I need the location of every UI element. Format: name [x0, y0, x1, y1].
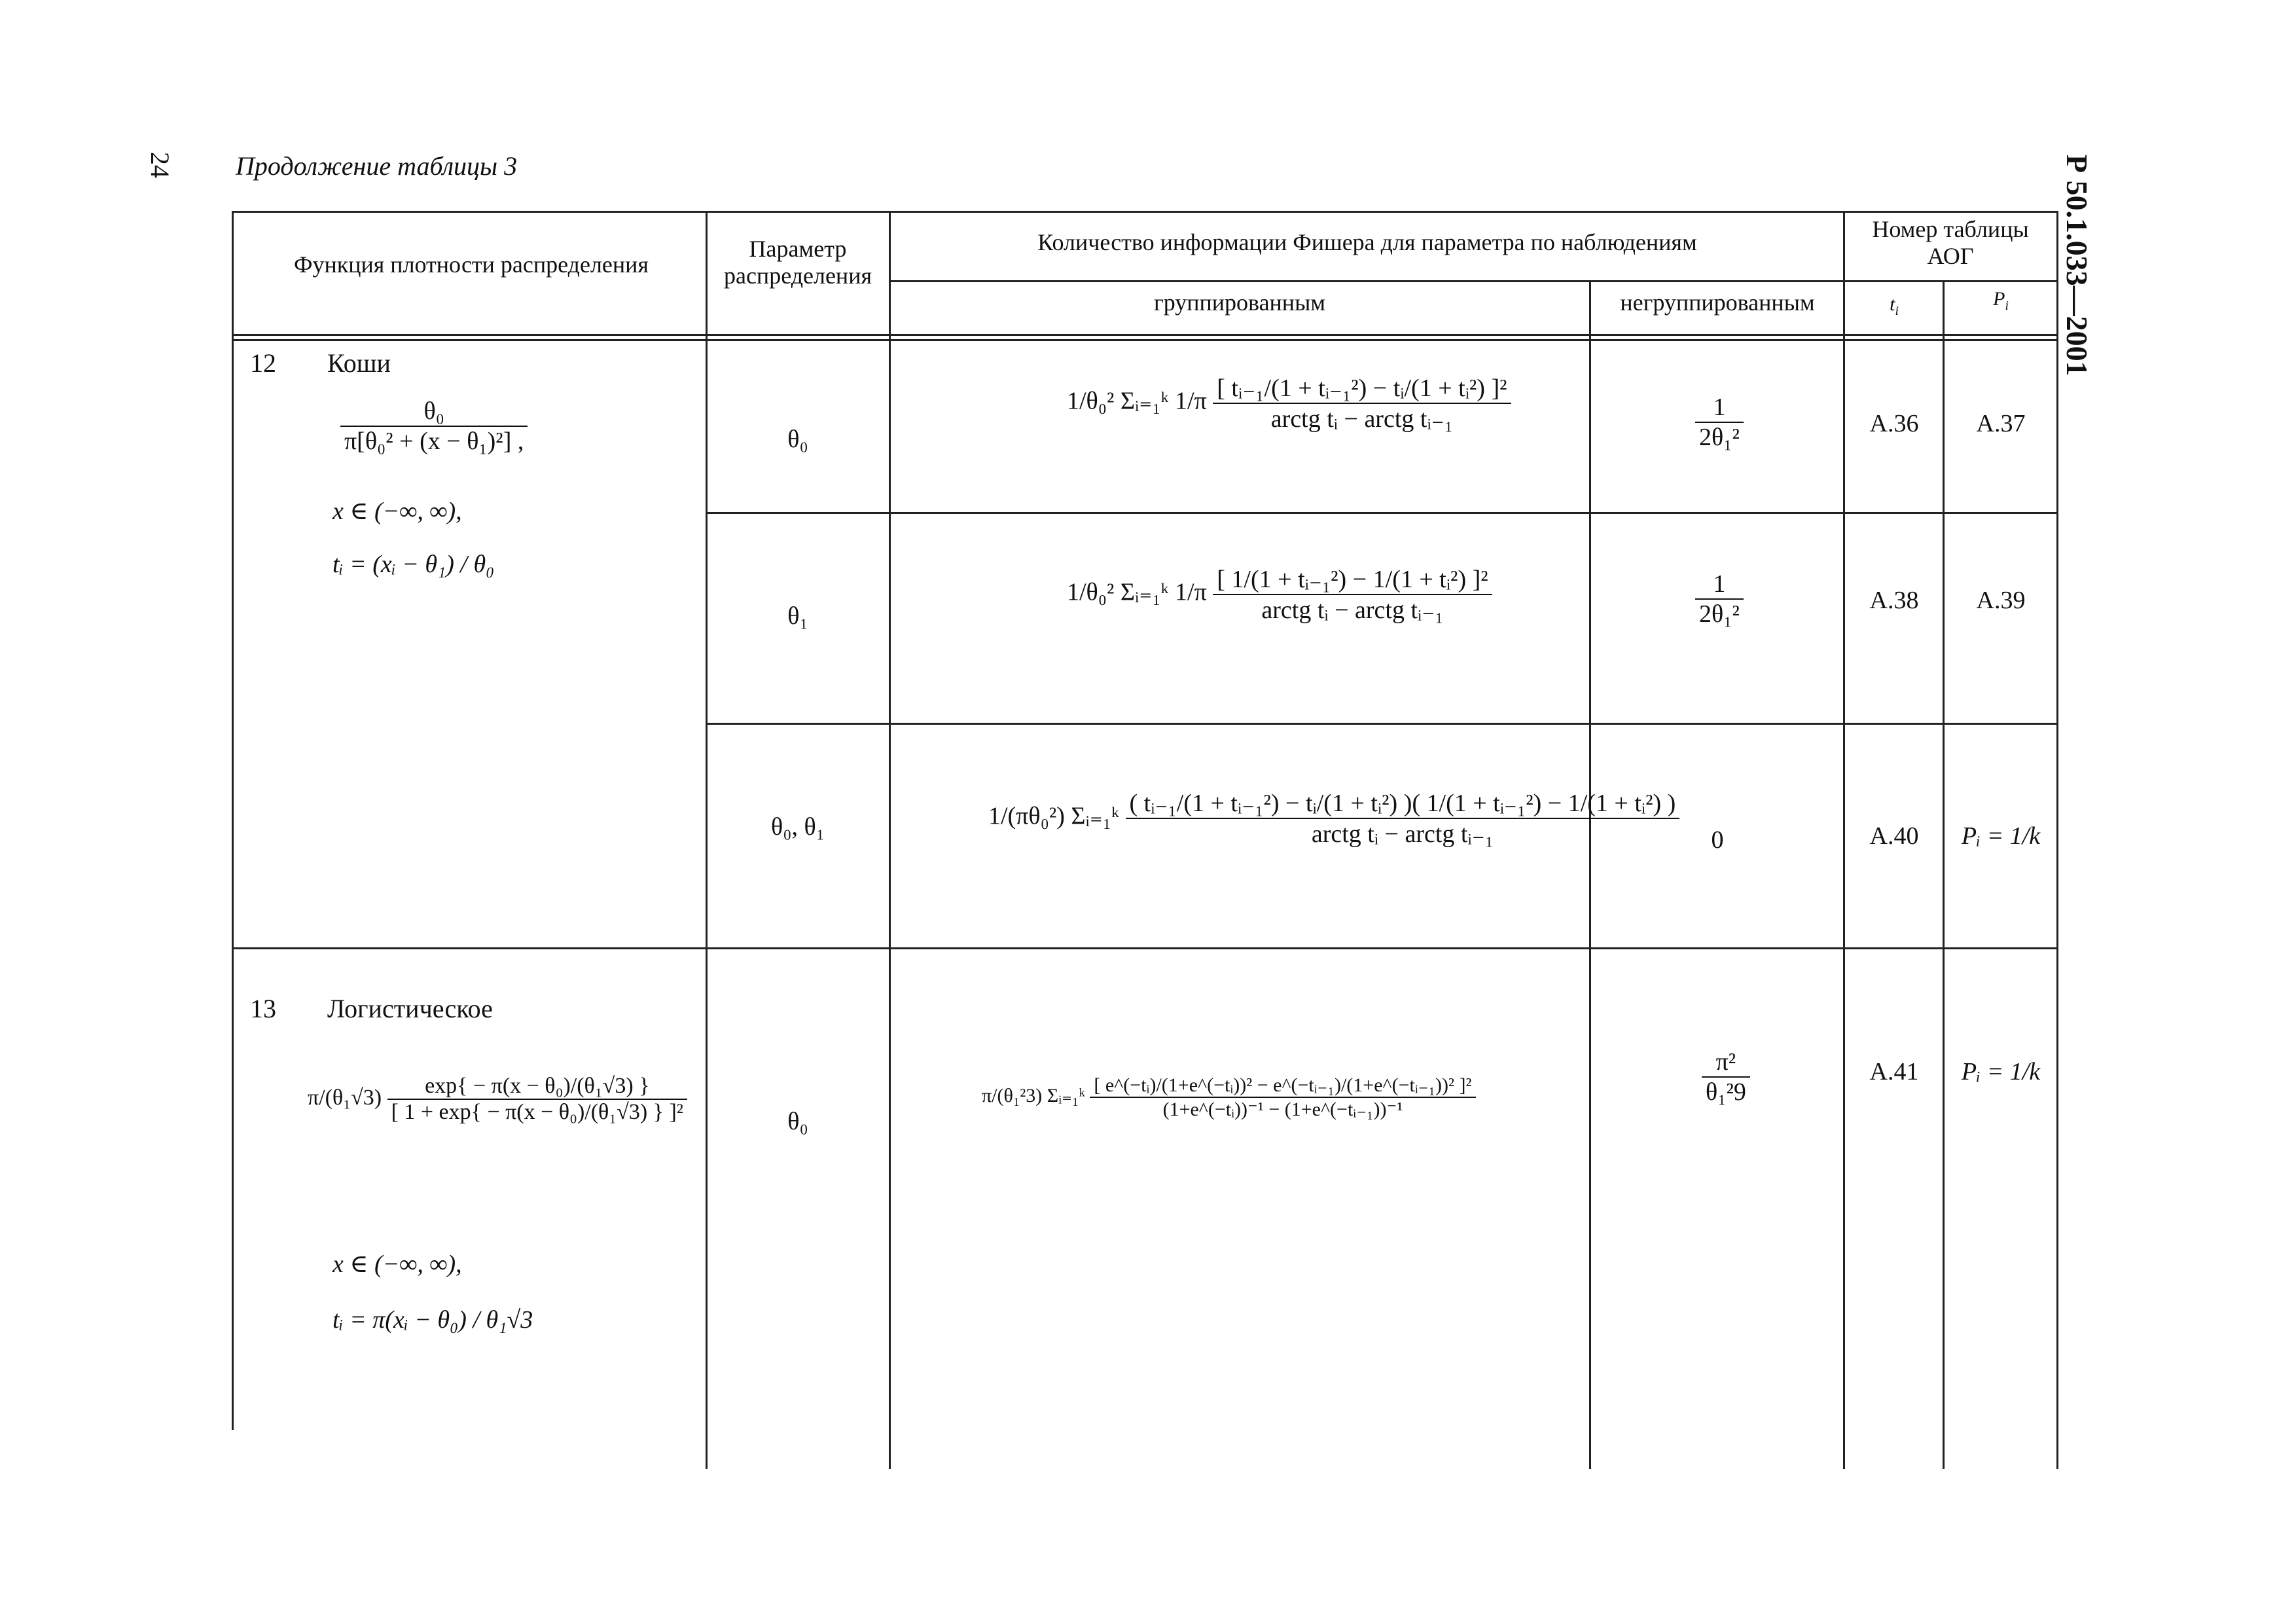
- header-ti: $t_i$: [1890, 293, 1899, 318]
- header-pi: $P_i$: [1993, 288, 2009, 313]
- density-formula: π/(θ₁√3) $\frac{\text{exp\{ − π(x − θ₀)/(θ₁√3) \}}}{\text{[ 1 + exp\{ − π(x − θ₀)/(θ₁√3) \} ]²}}$: [308, 1074, 687, 1125]
- grouped-formula: 1/θ₀² Σᵢ₌₁ᵏ 1/π $\frac{\text{[ tᵢ₋₁/(1 + tᵢ₋₁²) − tᵢ/(1 + tᵢ²) ]²}}{\text{arctg tᵢ − arctg tᵢ₋₁}}$: [1067, 373, 1511, 433]
- standard-code: Р 50.1.033—2001: [2060, 155, 2094, 376]
- row-number: 12: [250, 348, 276, 378]
- param-cell: θ₀: [787, 426, 808, 453]
- distribution-name: Коши: [327, 348, 391, 378]
- param-cell: θ₁: [787, 602, 808, 630]
- page-number: 24: [145, 152, 175, 178]
- density-formula: $\frac{\text{θ₀}}{\text{π[θ₀² + (x − θ₁)²] ,}}$: [340, 397, 528, 456]
- pi-formula: Pᵢ = 1/k: [1961, 1058, 2041, 1085]
- grouped-formula: 1/(πθ₀²) Σᵢ₌₁ᵏ ( tᵢ₋₁/(1 + tᵢ₋₁²) − tᵢ/(1 + tᵢ²) )( 1/(1 + tᵢ₋₁²) − 1/(1 + tᵢ²) ) arctg tᵢ − arctg tᵢ₋₁: [988, 788, 1679, 848]
- ti-definition: tᵢ = π(xᵢ − θ₀) / θ₁√3: [332, 1306, 533, 1334]
- pi-formula: Pᵢ = 1/k: [1961, 822, 2041, 850]
- domain: x ∈ (−∞, ∞),: [332, 1250, 462, 1278]
- domain: x ∈ (−∞, ∞),: [332, 498, 462, 525]
- header-ungrouped: негруппированным: [1620, 289, 1815, 316]
- ungrouped-formula: $\frac{1}{\text{2θ₁²}}$: [1695, 393, 1744, 452]
- header-function: Функция плотности распределения: [294, 251, 649, 278]
- distribution-name: Логистическое: [327, 994, 493, 1023]
- ti-table-ref: А.36: [1869, 410, 1919, 437]
- param-cell: θ₀: [787, 1108, 808, 1135]
- pi-table-ref: А.37: [1976, 410, 2026, 437]
- pi-table-ref: А.39: [1976, 587, 2026, 614]
- header-param: Параметр распределения: [723, 236, 872, 289]
- table-caption: Продолжение таблицы 3: [236, 151, 518, 181]
- grouped-formula: 1/θ₀² Σᵢ₌₁ᵏ 1/π $\frac{\text{[ 1/(1 + tᵢ₋₁²) − 1/(1 + tᵢ²) ]²}}{\text{arctg tᵢ − arctg tᵢ₋₁}}$: [1067, 564, 1492, 625]
- ti-definition: tᵢ = (xᵢ − θ₁) / θ₀: [332, 551, 495, 578]
- ti-table-ref: А.41: [1869, 1058, 1919, 1085]
- header-fisher: Количество информации Фишера для параметра по наблюдениям: [1037, 229, 1697, 255]
- param-cell: θ₀, θ₁: [771, 813, 825, 841]
- ti-table-ref: А.38: [1869, 587, 1919, 614]
- header-table: Номер таблицы АОГ: [1872, 216, 2029, 270]
- grouped-formula: π/(θ₁²3) Σᵢ₌₁ᵏ $\frac{\text{[ e\textasciicircum{}(−tᵢ)/(1+e\textasciicircum{}(−tᵢ))² − e\textasciicircum{}(−tᵢ₋₁)/(1+e\textasciicircum{}(−tᵢ₋₁))² ]²}}{\text{(1+e\textasciicircum{}(−tᵢ))⁻¹ − (1+e\textasciicircum{}(−tᵢ₋₁))⁻¹}}$: [982, 1074, 1476, 1121]
- header-grouped: группированным: [1153, 289, 1326, 316]
- ti-table-ref: А.40: [1869, 822, 1919, 850]
- ungrouped-formula: $\frac{1}{\text{2θ₁²}}$: [1695, 570, 1744, 629]
- ungrouped-formula: $\frac{\text{π²}}{\text{θ₁²9}}$: [1702, 1048, 1750, 1106]
- row-number: 13: [250, 994, 276, 1023]
- ungrouped-value: 0: [1711, 826, 1724, 854]
